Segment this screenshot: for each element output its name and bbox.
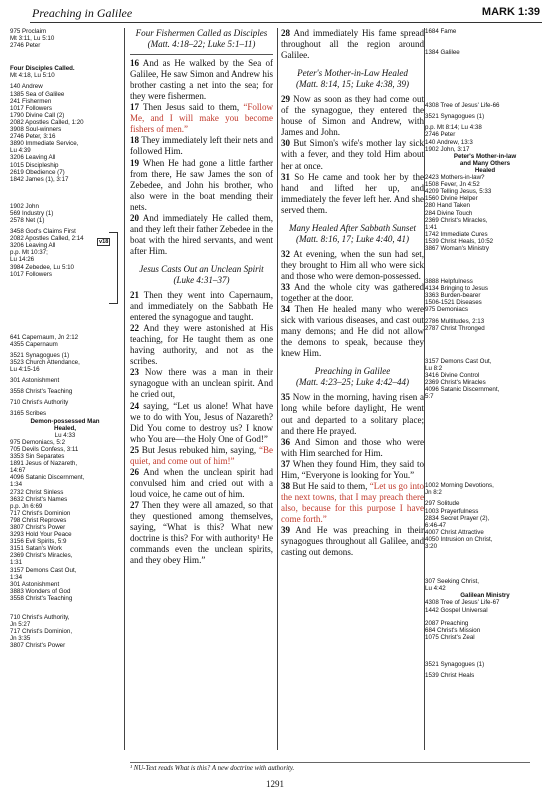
- section-reference: (Luke 4:31–37): [173, 274, 230, 285]
- note-gap: [425, 252, 545, 278]
- footnote: ¹ NU-Text reads What is this? A new doctrine with authority.: [130, 765, 295, 772]
- margin-note: 1506-1521 Diseases: [425, 299, 482, 307]
- note-gap: [425, 550, 545, 578]
- note-gap: [10, 183, 120, 203]
- margin-note: 1902 John: [10, 202, 39, 210]
- margin-note: 717 Christ's Dominion: [10, 509, 71, 517]
- verse-text: And He was preaching in their synagogues throughout all Galilee, and casting out demons.: [281, 524, 424, 558]
- verse-number: 24: [130, 400, 140, 411]
- margin-note: 1442 Gospel Universal: [425, 606, 488, 614]
- margin-note: Lu 4:15-16: [10, 366, 40, 374]
- verse-number: 26: [130, 466, 140, 477]
- margin-note: 2834 Secret Prayer (2),: [425, 514, 490, 522]
- margin-note: 3984 Zebedee, Lu 5:10: [10, 263, 74, 271]
- column-divider-middle: [277, 28, 278, 750]
- verse-number: 19: [130, 157, 140, 168]
- section-heading: Many Healed After Sabbath Sunset: [289, 222, 416, 233]
- verse-text: Now as soon as they had come out of the synagogue, they entered the house of Simon and Andrew, with James and John.: [281, 94, 424, 138]
- margin-note: 1902 John, 3:17: [425, 145, 470, 153]
- verse-number: 37: [281, 458, 291, 469]
- verse-text: Now in the morning, having risen a long while before daylight, He went out and departed to a solitary place; and there He prayed.: [281, 392, 424, 436]
- margin-note: Jn 5:27: [10, 621, 31, 629]
- note-gap: [425, 641, 545, 661]
- margin-note: 705 Devils Confess, 3:11: [10, 445, 79, 453]
- margin-note: 4355 Capernaum: [10, 340, 58, 348]
- margin-heading: Healed: [474, 166, 496, 174]
- margin-note: 3151 Satan's Work: [10, 545, 62, 553]
- margin-note: 4050 Intrusion on Christ,: [425, 535, 493, 543]
- margin-note: 4209 Telling Jesus, 5:33: [425, 188, 492, 196]
- margin-note: 3521 Synagogues (1): [425, 113, 485, 121]
- verse-text: When He had gone a little farther from there, He saw James the son of Zebedee, and John his brother, who also were in the boat mending their nets.: [130, 157, 273, 212]
- verse: [281, 28, 424, 61]
- verse-number: 30: [281, 138, 291, 149]
- margin-note: 2578 Net (1): [10, 216, 45, 224]
- margin-note: 3807 Christ's Power: [10, 642, 66, 650]
- margin-note: 1891 Jesus of Nazareth,: [10, 460, 78, 468]
- section-heading: Four Fishermen Called as Disciples: [135, 28, 268, 38]
- margin-note: Jn 8:2: [425, 489, 442, 497]
- verse-text: And the whole city was gathered together at the door.: [281, 281, 424, 304]
- verse: [281, 282, 424, 304]
- words-of-jesus: “Be quiet, and come out of him!”: [130, 444, 274, 466]
- verse-number: 18: [130, 135, 140, 146]
- margin-note: 2369 Christ's Miracles,: [10, 552, 73, 560]
- text-column-2: [281, 28, 424, 763]
- margin-note: Mt 4:18, Lu 5:10: [10, 72, 55, 80]
- margin-note: 2787 Christ Thronged: [425, 324, 485, 332]
- margin-note: p.p. Jn 6:69: [10, 502, 43, 510]
- page-number: 1291: [266, 779, 284, 789]
- margin-note: 2746 Peter, 3:16: [10, 133, 56, 141]
- margin-note: 975 Demoniacs: [425, 306, 468, 314]
- verse: [281, 392, 424, 436]
- verse-text: At evening, when the sun had set, they brought to Him all who were sick and those who were demon-possessed.: [281, 248, 424, 281]
- right-margin-notes: [425, 28, 545, 763]
- verse-text: When they found Him, they said to Him, “Everyone is looking for You.”: [281, 458, 424, 480]
- verse-number: 25: [130, 444, 140, 455]
- margin-note: 569 Industry (1): [10, 209, 54, 217]
- margin-note: 1385 Sea of Galilee: [10, 90, 65, 98]
- verse: [130, 290, 273, 323]
- margin-note: 710 Christ's Authority: [10, 399, 69, 407]
- page-header-left: Preaching in Galilee: [32, 6, 133, 20]
- verse: [130, 102, 273, 135]
- margin-note: 3363 Burden-bearer: [425, 292, 481, 300]
- verse-text: Then they went into Capernaum, and immediately on the Sabbath He entered the synagogue and taught.: [130, 290, 273, 323]
- margin-note: 3883 Wonders of God: [10, 587, 71, 595]
- verse: [130, 401, 273, 445]
- note-gap: [10, 49, 120, 65]
- margin-note: Lu 4:33: [54, 431, 76, 439]
- margin-heading: Healed,: [53, 424, 76, 432]
- margin-note: 140 Andrew, 13:3: [425, 138, 473, 146]
- margin-note: 4308 Tree of Jesus' Life-67: [425, 599, 500, 607]
- margin-note: 4134 Bringing to Jesus: [425, 285, 488, 293]
- margin-note: 1:41: [425, 223, 438, 231]
- note-gap: [425, 400, 545, 482]
- words-of-jesus: “Let us go into the next towns, that I may preach there also, because for this purpose I have come forth.”: [281, 480, 425, 524]
- margin-note: Jn 3:35: [10, 635, 31, 643]
- verse-number: 38: [281, 480, 291, 491]
- margin-note: 2082 Apostles Called, 2:14: [10, 235, 84, 243]
- verse: [281, 304, 424, 359]
- section-heading: Preaching in Galilee: [314, 366, 391, 377]
- margin-note: p.p. Mt 10:37;: [10, 249, 48, 257]
- margin-note: 3353 Sin Separates: [10, 453, 65, 461]
- verse-number: 28: [281, 28, 291, 38]
- verse: [130, 213, 273, 257]
- verse: [281, 172, 424, 216]
- page-header-right: MARK 1:39: [481, 6, 540, 18]
- section-reference: (Matt. 8:16, 17; Luke 4:40, 41): [295, 233, 410, 244]
- margin-note: 307 Seeking Christ,: [425, 578, 479, 586]
- margin-note: 3807 Christ's Power: [10, 523, 66, 531]
- margin-note: 301 Astonishment: [10, 377, 60, 385]
- margin-note: p.p. Mt 8:14; Lu 4:38: [425, 124, 482, 132]
- margin-note: 1017 Followers: [10, 104, 52, 112]
- verse: [130, 158, 273, 213]
- verse: [130, 323, 273, 367]
- margin-note: 4096 Satanic Discernment,: [10, 474, 85, 482]
- margin-note: 641 Capernaum, Jn 2:12: [10, 333, 79, 341]
- verse-text: So He came and took her by the hand and lifted her up, and immediately the fever left her. And she served them.: [281, 171, 424, 215]
- margin-note: 1015 Discipleship: [10, 161, 59, 169]
- verse-text: And as He walked by the Sea of Galilee, He saw Simon and Andrew his brother casting a net into the sea; for they were fishermen.: [130, 58, 273, 102]
- margin-note: 5:7: [425, 393, 434, 401]
- verse-text: But Jesus rebuked him, saying,: [141, 444, 257, 455]
- left-margin-notes: [10, 28, 120, 763]
- verse-text: Then Jesus said to them,: [143, 102, 240, 113]
- margin-note: 1002 Morning Devotions,: [425, 482, 494, 490]
- margin-note: 284 Divine Touch: [425, 209, 473, 217]
- margin-note: Mt 3:11, Lu 5:10: [10, 35, 55, 43]
- margin-note: 1560 Divine Helper: [425, 195, 478, 203]
- margin-note: 1539 Christ Heals: [425, 671, 475, 679]
- note-gap: [425, 56, 545, 102]
- margin-heading: Four Disciples Called.: [10, 65, 75, 73]
- verse: [281, 459, 424, 481]
- verse: [130, 500, 273, 566]
- note-gap: [425, 35, 545, 49]
- verse: [130, 135, 273, 157]
- margin-note: 2369 Christ's Miracles,: [425, 216, 488, 224]
- section-rule: [130, 54, 273, 55]
- section-heading: Jesus Casts Out an Unclean Spirit: [139, 263, 264, 274]
- margin-note: 1684 Fame: [425, 28, 457, 35]
- note-gap: [10, 278, 120, 334]
- margin-note: 1842 James (1), 3:17: [10, 175, 69, 183]
- verse-number: 17: [130, 102, 140, 113]
- verse-badge: v18: [99, 239, 109, 245]
- margin-note: 3558 Christ's Teaching: [10, 388, 73, 396]
- verse-text: Then they were all amazed, so that they questioned among themselves, saying, “What is this? What new doctrine is this? For with authority¹ He commands even the unclean spirits, and they obey Him.”: [130, 499, 273, 566]
- verse: [281, 249, 424, 282]
- verse: [281, 94, 424, 138]
- margin-note: 975 Demoniacs, 5:2: [10, 438, 66, 446]
- margin-note: 2423 Mothers-in-law?: [425, 174, 485, 182]
- margin-note: 717 Christ's Dominion,: [10, 628, 73, 636]
- verse-text: But He said to them,: [292, 480, 368, 491]
- margin-note: 3206 Leaving All: [10, 242, 56, 250]
- margin-note: 2746 Peter: [10, 42, 41, 50]
- margin-note: 1017 Followers: [10, 270, 52, 278]
- verse-text: And they were astonished at His teaching, for He taught them as one having authority, and not as the scribes.: [130, 323, 273, 367]
- margin-note: 14:67: [10, 467, 26, 475]
- margin-note: 3521 Synagogues (1): [425, 660, 485, 668]
- margin-note: 1508 Fever, Jn 4:52: [425, 181, 480, 189]
- margin-note: 1742 Immediate Cures: [425, 230, 488, 238]
- margin-note: Lu 4:42: [425, 585, 446, 593]
- verse-number: 35: [281, 392, 291, 403]
- margin-note: 6:46-47: [425, 521, 446, 529]
- margin-note: 3458 God's Claims First: [10, 228, 76, 236]
- margin-note: 1790 Divine Call (2): [10, 111, 65, 119]
- margin-note: 3206 Leaving All: [10, 154, 56, 162]
- verse-number: 32: [281, 248, 291, 259]
- margin-note: 2746 Peter: [425, 131, 456, 139]
- margin-note: 301 Astonishment: [10, 580, 60, 588]
- margin-note: 3867 Woman's Ministry: [425, 244, 489, 252]
- column-divider-left: [124, 28, 125, 750]
- page-header: [0, 0, 550, 24]
- note-gap: [425, 332, 545, 358]
- margin-note: 3156 Evil Spirits, 5:9: [10, 538, 67, 546]
- section-reference: (Matt. 4:18–22; Luke 5:1–11): [147, 39, 256, 50]
- margin-note: 1075 Christ's Zeal: [425, 633, 475, 641]
- margin-note: 2082 Apostles Called, 1:20: [10, 118, 84, 126]
- verse-text: And immediately His fame spread throughout all the region around Galilee.: [281, 28, 425, 61]
- margin-note: 297 Solitude: [425, 500, 460, 508]
- verse-bracket: [109, 232, 118, 304]
- verse-number: 36: [281, 436, 291, 447]
- margin-note: 710 Christ's Authority,: [10, 614, 70, 621]
- margin-note: 3632 Christ's Names: [10, 495, 68, 503]
- verse: [130, 445, 273, 467]
- margin-heading: Peter's Mother-in-law: [453, 152, 517, 160]
- verse-number: 21: [130, 290, 140, 301]
- margin-note: 1384 Galilee: [425, 49, 460, 57]
- verse: [281, 525, 424, 558]
- verse-text: They immediately left their nets and followed Him.: [130, 135, 273, 157]
- verse: [281, 437, 424, 459]
- margin-heading: Galilean Ministry: [460, 592, 510, 600]
- margin-note: 280 Hand Taken: [425, 202, 470, 210]
- margin-note: Lu 4:39: [10, 147, 31, 155]
- margin-note: 3293 Hold Your Peace: [10, 531, 72, 539]
- verse-number: 27: [130, 499, 140, 510]
- verse-number: 34: [281, 304, 291, 315]
- margin-note: 3558 Christ's Teaching: [10, 594, 73, 602]
- verse: [281, 481, 424, 525]
- margin-note: 2087 Preaching: [425, 619, 469, 627]
- margin-note: 4007 Christ Attractive: [425, 528, 484, 536]
- section-heading: Peter's Mother-in-Law Healed: [297, 68, 408, 79]
- words-of-jesus: “Follow Me, and I will make you become fishers of men.”: [130, 102, 273, 135]
- verse: [130, 367, 273, 400]
- verse-text: And immediately He called them, and they left their father Zebedee in the boat with the hired servants, and went after Him.: [130, 212, 273, 256]
- verse-text: saying, “Let us alone! What have we to do with You, Jesus of Nazareth? Did You come to destroy us? I know who You are—the Holy One of God!”: [130, 400, 273, 444]
- margin-note: 2732 Christ Sinless: [10, 488, 64, 496]
- note-gap: [10, 602, 120, 614]
- margin-note: 140 Andrew: [10, 83, 43, 91]
- section-reference: (Matt. 8:14, 15; Luke 4:38, 39): [295, 79, 410, 90]
- margin-heading: and Many Others: [459, 159, 511, 167]
- verse-number: 16: [130, 58, 140, 69]
- margin-note: 3165 Scribes: [10, 410, 47, 418]
- margin-note: 975 Proclaim: [10, 28, 47, 35]
- margin-note: Lu 8:2: [425, 364, 443, 372]
- verse-number: 23: [130, 367, 140, 378]
- margin-note: 2786 Multitudes, 2:13: [425, 317, 485, 325]
- margin-heading: Demon-possessed Man: [30, 417, 100, 425]
- margin-note: 3416 Divine Control: [425, 371, 480, 379]
- margin-note: 1:34: [10, 481, 23, 489]
- margin-note: 1003 Prayerfulness: [425, 507, 479, 515]
- margin-note: 3890 Immediate Service,: [10, 140, 79, 148]
- margin-note: 798 Christ Reproves: [10, 516, 67, 524]
- verse-number: 39: [281, 524, 291, 535]
- margin-note: 2619 Obedience (7): [10, 168, 65, 176]
- margin-note: Lu 14:26: [10, 256, 35, 264]
- margin-note: 684 Christ's Mission: [425, 626, 481, 634]
- verse-text: And when the unclean spirit had convulsed him and cried out with a loud voice, he came out of him.: [130, 466, 274, 499]
- margin-note: 2369 Christ's Miracles: [425, 379, 486, 386]
- margin-note: 1:31: [10, 559, 23, 567]
- verse-number: 22: [130, 323, 140, 334]
- margin-note: 3157 Demons Cast Out,: [425, 357, 492, 365]
- verse: [130, 58, 273, 102]
- margin-note: 3523 Church Attendance,: [10, 359, 80, 366]
- text-column-1: [130, 28, 273, 763]
- verse: [130, 467, 273, 500]
- verse-number: 33: [281, 281, 291, 292]
- verse-number: 20: [130, 212, 140, 223]
- verse: [281, 138, 424, 171]
- verse-text: Then He healed many who were sick with various diseases, and cast out many demons; and He did not allow the demons to speak, because they knew Him.: [281, 304, 424, 359]
- margin-note: 3888 Helpfulness: [425, 278, 473, 286]
- verse-number: 29: [281, 94, 291, 105]
- verse-text: But Simon's wife's mother lay sick with a fever, and they told Him about her at once.: [281, 138, 425, 171]
- margin-note: 3908 Soul-winners: [10, 126, 62, 134]
- margin-note: 1:34: [10, 573, 23, 581]
- section-reference: (Matt. 4:23–25; Luke 4:42–44): [295, 377, 410, 388]
- margin-note: 3:20: [425, 543, 438, 551]
- margin-note: 3521 Synagogues (1): [10, 351, 70, 359]
- margin-note: 4096 Satanic Discernment,: [425, 386, 500, 394]
- verse-text: And Simon and those who were with Him searched for Him.: [281, 436, 425, 458]
- verse-text: Now there was a man in their synagogue with an unclean spirit. And he cried out,: [130, 367, 273, 400]
- margin-note: 1539 Christ Heals, 10:52: [425, 237, 494, 245]
- margin-note: 241 Fishermen: [10, 97, 52, 105]
- footnote-rule: [130, 762, 530, 763]
- header-rule: [30, 22, 542, 23]
- margin-note: 3157 Demons Cast Out,: [10, 566, 77, 574]
- verse-number: 31: [281, 171, 291, 182]
- margin-note: 4308 Tree of Jesus' Life-66: [425, 102, 500, 110]
